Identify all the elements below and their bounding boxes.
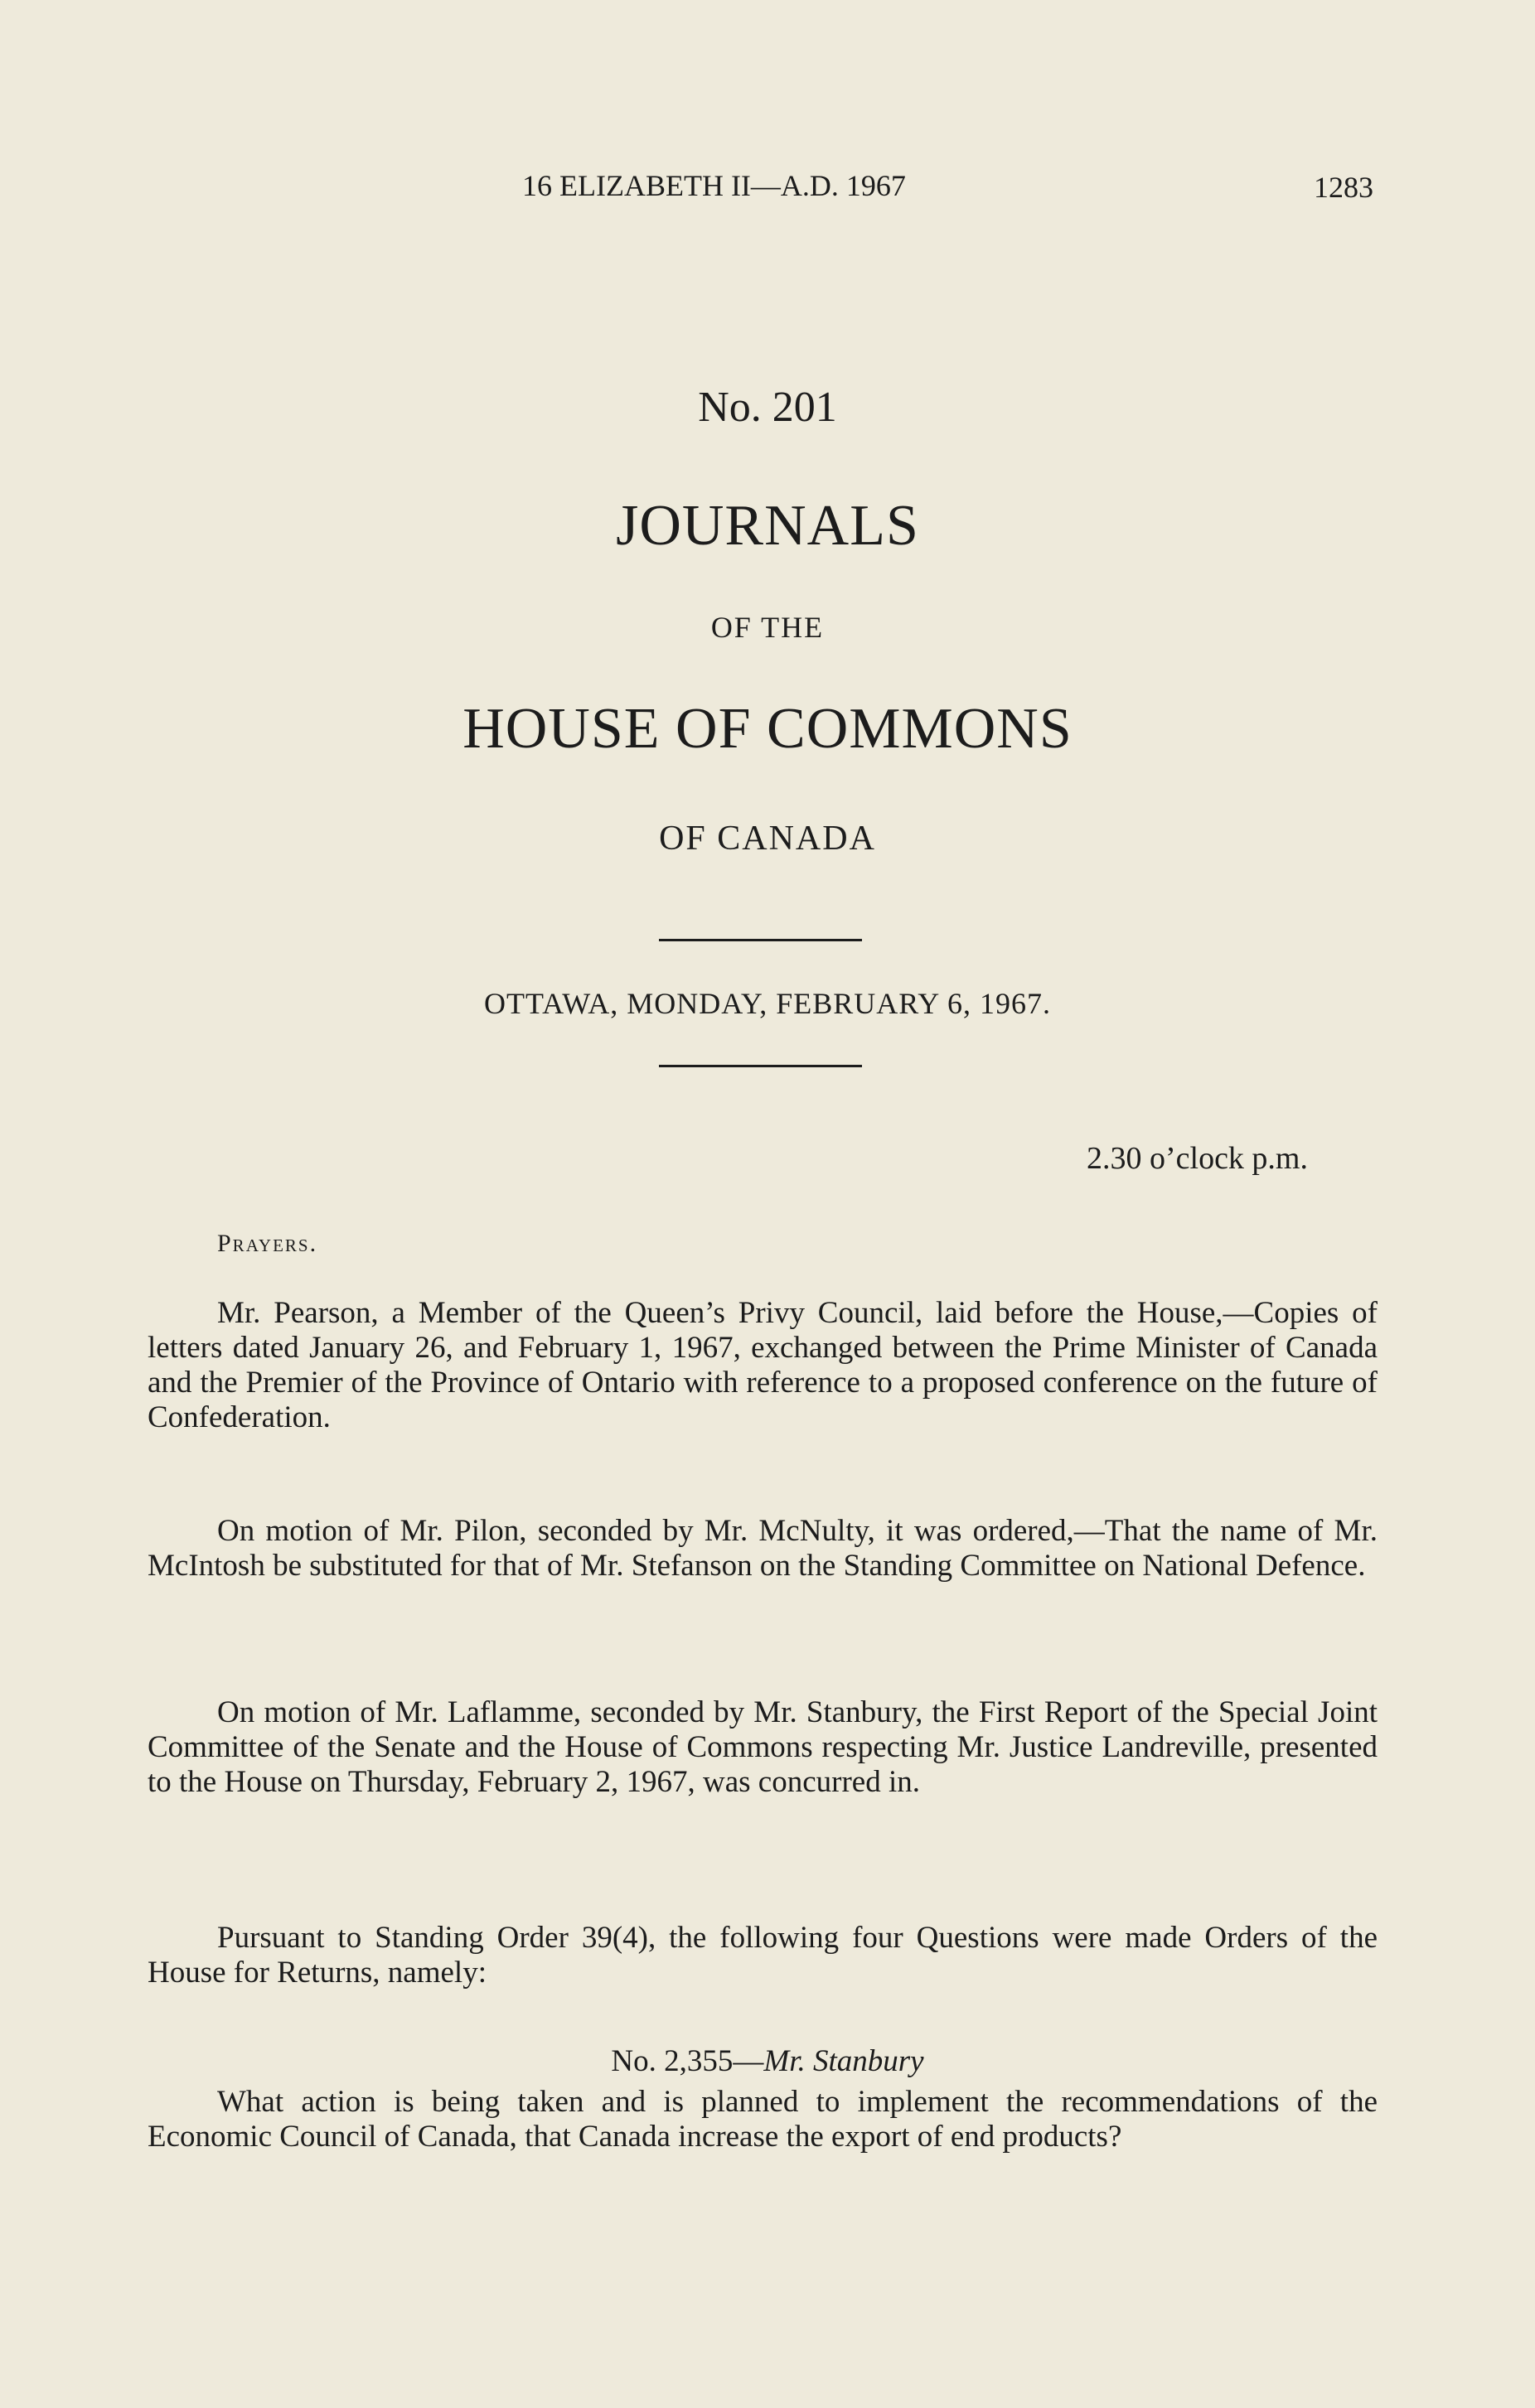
- question-member: Mr. Stanbury: [763, 2044, 924, 2078]
- paragraph-committee-substitution: On motion of Mr. Pilon, seconded by Mr. McNulty, it was ordered,—That the name of Mr. McIntosh be substituted for that of Mr. Stefanson on the Standing Committee on National Defence.: [148, 1514, 1378, 1583]
- journal-number: No. 201: [698, 384, 837, 431]
- house-of-commons-title: HOUSE OF COMMONS: [462, 697, 1073, 761]
- of-canada-subtitle: OF CANADA: [659, 820, 876, 858]
- paragraph-first-report: On motion of Mr. Laflamme, seconded by Mr. Stanbury, the First Report of the Special Joint Committee of the Senate and the House of Commons respecting Mr. Justice Landreville, presented to the House on Thursday, February 2, 1967, was concurred in.: [148, 1695, 1378, 1799]
- prayers-heading: Prayers.: [217, 1230, 318, 1257]
- paragraph-pearson-letters: Mr. Pearson, a Member of the Queen’s Privy Council, laid before the House,—Copies of letters dated January 26, and February 1, 1967, exchanged between the Prime Minister of Canada and the Premier of the Province of Ontario with reference to a proposed conference on the future of Confederation.: [148, 1296, 1378, 1434]
- sitting-time: 2.30 o’clock p.m.: [1086, 1141, 1308, 1176]
- dateline: OTTAWA, MONDAY, FEBRUARY 6, 1967.: [484, 987, 1051, 1020]
- question-heading: [0, 2043, 1535, 2079]
- regnal-year-header: 16 ELIZABETH II—A.D. 1967: [522, 169, 906, 202]
- divider-rule-bottom: [659, 1065, 862, 1067]
- question-number: No. 2,355—: [611, 2044, 764, 2078]
- paragraph-standing-order: Pursuant to Standing Order 39(4), the following four Questions were made Orders of the House for Returns, namely:: [148, 1921, 1378, 1990]
- of-the-subtitle: OF THE: [710, 611, 825, 644]
- divider-rule-top: [659, 939, 862, 941]
- journals-title: JOURNALS: [616, 494, 919, 558]
- page-number: 1283: [1314, 171, 1373, 204]
- question-text: What action is being taken and is planned to implement the recommendations of the Economic Council of Canada, that Canada increase the export of end products?: [148, 2085, 1378, 2154]
